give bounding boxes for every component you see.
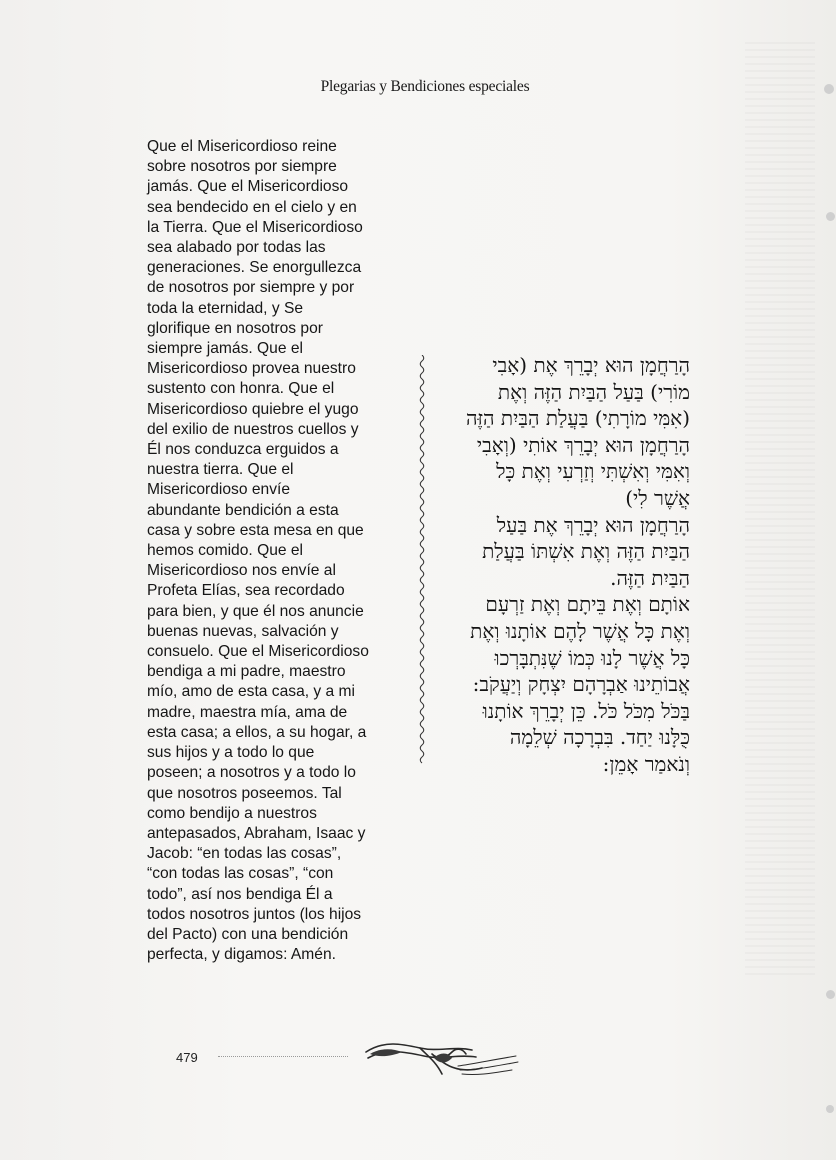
wavy-divider [410,355,434,765]
text-line: הַבַּיִת הַזֶּה וְאֶת אִשְׁתּוֹ בַּעֲלַת [482,539,690,564]
text-line: Misericordioso quiebre el yugo [147,400,359,418]
text-line: del Pacto) con una bendición [147,925,349,943]
text-line: הָרַחֲמָן הוּא יְבָרֵךְ אֶת בַּעַל [496,512,690,537]
text-line: mío, amo de esta casa, y a mi [147,683,356,701]
bleed-through-text [480,130,730,151]
footer-rule [218,1056,348,1057]
binding-hole [826,212,835,221]
text-line: buenas nuevas, salvación y [147,622,339,640]
text-line: “con todas las cosas”, “con [147,865,334,883]
text-line: sus hijos y a todo lo que [147,744,315,762]
text-line: abundante bendición a esta [147,501,339,519]
text-line: sustento con honra. Que el [147,380,335,398]
text-line: כֻּלָּנוּ יַחַד. בִּבְרָכָה שְׁלֵמָה [509,725,690,750]
text-line: todo”, así nos bendiga Él a [147,885,333,903]
text-line: Misericordioso provea nuestro [147,360,356,378]
text-line: la Tierra. Que el Misericordioso [147,218,363,236]
text-line: perfecta, y digamos: Amén. [147,946,336,964]
text-line: hemos comido. Que el [147,542,304,560]
text-line: glorifique en nosotros por [147,319,323,337]
text-line: Jacob: “en todas las cosas”, [147,845,342,863]
text-line: Que el Misericordioso reine [147,138,337,155]
text-line: antepasados, Abraham, Isaac y [147,824,366,842]
text-line: toda la eternidad, y Se [147,299,304,317]
text-line: del exilio de nuestros cuellos y [147,420,359,438]
text-line: Misericordioso nos envíe al [147,562,336,580]
text-line: consuelo. Que el Misericordioso [147,643,369,661]
binding-hole [824,84,834,94]
text-line: todos nosotros juntos (los hijos [147,905,362,923]
decorative-ornament [362,1030,522,1090]
text-line: וְאִמִּי וְאִשְׁתִּי וְזַרְעִי וְאֶת כָּל [496,459,690,484]
text-line: הָרַחֲמָן הוּא יְבָרֵךְ אוֹתִי (וְאָבִי [476,432,690,457]
text-line: sea alabado por todas las [147,239,326,257]
binding-hole [826,990,835,999]
page-number: 479 [176,1050,198,1065]
page-header: Plegarias y Bendiciones especiales [320,78,530,95]
text-line: אֲשֶׁר לִי) [625,485,690,510]
text-line: poseen; a nosotros y a todo lo [147,764,356,782]
text-line: מוֹרִי) בַּעַל הַבַּיִת הַזֶּה וְאֶת [497,379,690,404]
text-line: וְאֶת כָּל אֲשֶׁר לָהֶם אוֹתָנוּ וְאֶת [470,618,690,643]
text-line: Misericordioso envíe [147,481,291,499]
text-line: madre, maestra mía, ama de [147,703,348,721]
text-line: jamás. Que el Misericordioso [147,178,349,196]
text-line: sobre nosotros por siempre [147,158,337,176]
text-line: para bien, y que él nos anuncie [147,602,364,620]
text-line: sea bendecido en el cielo y en [147,198,357,216]
text-line: כָּל אֲשֶׁר לָנוּ כְּמוֹ שֶׁנִּתְבָּרְכוּ [494,645,690,670]
text-line: Profeta Elías, sea recordado [147,582,345,600]
spanish-text-column [147,137,397,965]
text-line: de nosotros por siempre y por [147,279,355,297]
text-line: הַבַּיִת הַזֶּה. [610,565,690,590]
text-line: בַּכֹּל מִכֹּל כֹּל. כֵּן יְבָרֵךְ אוֹתָנוּ [482,698,690,723]
text-line: que nosotros poseemos. Tal [147,784,342,802]
text-line: Él nos conduzca erguidos a [147,441,339,459]
text-line: bendiga a mi padre, maestro [147,663,346,681]
text-line: אֲבוֹתֵינוּ אַבְרָהָם יִצְחָק וְיַעֲקֹב: [472,672,690,697]
text-line: esta casa; a ellos, a su hogar, a [147,723,367,741]
text-line: siempre jamás. Que el [147,340,303,358]
text-line: וְנֹאמַר אָמֵן: [602,751,690,776]
binding-hole [826,1105,834,1113]
text-line: אוֹתָם וְאֶת בֵּיתָם וְאֶת זַרְעָם [485,592,690,617]
bleed-through-band [745,40,815,975]
text-line: como bendijo a nuestros [147,804,317,822]
text-line: הָרַחֲמָן הוּא יְבָרֵךְ אֶת (אָבִי [492,353,690,377]
text-line: generaciones. Se enorgullezca [147,259,362,277]
text-line: casa y sobre esta mesa en que [147,521,364,539]
hebrew-text-column [450,352,690,778]
text-line: (אִמִּי מוֹרָתִי) בַּעֲלַת הַבַּיִת הַזֶּה [465,406,690,431]
text-line: nuestra tierra. Que el [147,461,294,479]
